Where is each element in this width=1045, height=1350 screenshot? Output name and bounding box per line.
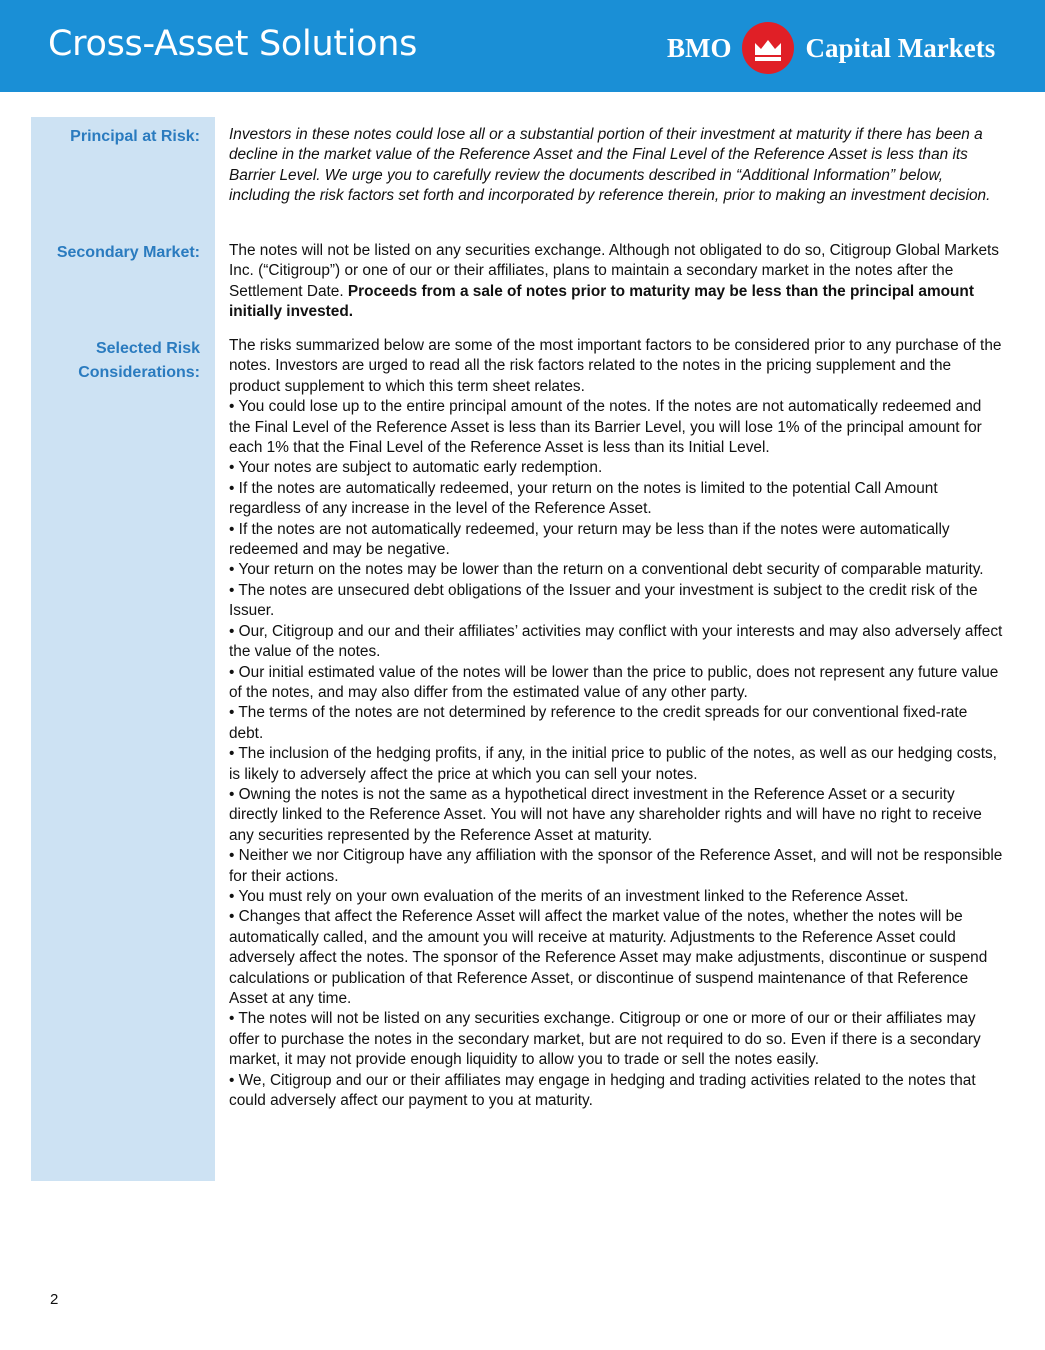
risk-item: • The notes will not be listed on any securities exchange. Citigroup or one or more of our or their affiliates may offer to purchase the notes in the secondary market, but are not required to do so. Even if there is a secondary market, it may not provide enough liquidity to allow you to trade or sell the notes easily. xyxy=(229,1010,981,1069)
risk-item: • You could lose up to the entire principal amount of the notes. If the notes are not automatically redeemed and the Final Level of the Reference Asset is less than its Barrier Level, you will lose 1% of the principal amount for each 1% that the Final Level of the Reference Asset is less than its Initial Level. xyxy=(229,398,982,457)
secondary-market-text xyxy=(229,241,1004,323)
risk-considerations-text xyxy=(229,336,1004,1111)
risk-item: • Neither we nor Citigroup have any affiliation with the sponsor of the Reference Asset, and will not be responsible for their actions. xyxy=(229,847,1003,885)
risk-item: • We, Citigroup and our or their affiliates may engage in hedging and trading activities related to the notes that could adversely affect our payment to you at maturity. xyxy=(229,1071,976,1110)
secondary-market-bold-note: Proceeds from a sale of notes prior to maturity may be less than the principal amount initially invested. xyxy=(229,282,974,321)
logo-bmo-text: BMO xyxy=(667,32,732,63)
risk-item: • If the notes are not automatically redeemed, your return may be less than if the notes were automatically redeemed and may be negative. xyxy=(229,520,950,559)
risk-item: • Owning the notes is not the same as a hypothetical direct investment in the Reference Asset or a security directly linked to the Reference Asset. You will not have any shareholder rights and will have no right to receive any securities represented by the Reference Asset at maturity. xyxy=(229,785,982,844)
page-header xyxy=(0,0,1045,92)
risk-label-line-2: Considerations: xyxy=(78,364,200,381)
risk-item: • The terms of the notes are not determined by reference to the credit spreads for our conventional fixed-rate debt. xyxy=(229,704,968,742)
risk-considerations-label xyxy=(25,337,200,385)
bmo-capital-markets-logo xyxy=(667,22,995,74)
secondary-market-body: The notes will not be listed on any securities exchange. Although not obligated to do so, Citigroup Global Markets Inc. (“Citigroup”) or one of our or their affiliates, plans to maintain a secondary market in the notes after the Settlement Date. xyxy=(229,242,999,300)
logo-capital-markets-text: Capital Markets xyxy=(805,32,996,63)
risk-item: • Your notes are subject to automatic early redemption. xyxy=(229,459,603,477)
risk-item: • Changes that affect the Reference Asset will affect the market value of the notes, whether the notes will be automatically called, and the amount you will receive at maturity. Adjustments to the Reference Asset could adversely affect the notes. The sponsor of the Reference Asset may make adjustments, discontinue or suspend calculations or publication of that Reference Asset, or discontinue of suspend maintenance of that Reference Asset at any time. xyxy=(229,908,988,1007)
header-title: Cross-Asset Solutions xyxy=(48,24,418,64)
risk-item: • The notes are unsecured debt obligations of the Issuer and your investment is subject to the credit risk of the Issuer. xyxy=(229,581,978,620)
risk-item: • Your return on the notes may be lower than the return on a conventional debt security of comparable maturity. xyxy=(229,561,984,579)
page-number: 2 xyxy=(50,1291,59,1308)
risk-item: • The inclusion of the hedging profits, if any, in the initial price to public of the notes, as well as our hedging costs, is likely to adversely affect the price at which you can sell your notes. xyxy=(229,745,997,783)
risk-label-line-1: Selected Risk xyxy=(95,340,200,357)
principal-at-risk-text: Investors in these notes could lose all or a substantial portion of their investment at maturity if there has been a decline in the market value of the Reference Asset and the Final Level of the Reference Asset is less than its Barrier Level. We urge you to carefully review the documents described in “Additional Information” below, including the risk factors set forth and incorporated by reference therein, prior to making an investment decision. xyxy=(229,126,991,205)
bmo-roundel-icon xyxy=(742,22,794,74)
secondary-market-label: Secondary Market: xyxy=(56,244,200,261)
risk-item: • Our initial estimated value of the notes will be lower than the price to public, does not represent any future value of the notes, and may also differ from the estimated value of any other party. xyxy=(229,663,999,701)
principal-at-risk-label: Principal at Risk: xyxy=(70,128,200,145)
label-sidebar xyxy=(31,117,215,1181)
risk-intro: The risks summarized below are some of the most important factors to be considered prior to any purchase of the notes. Investors are urged to read all the risk factors related to the notes in the pricing supplement and the product supplement to which this term sheet relates. xyxy=(229,337,1002,395)
risk-item: • If the notes are automatically redeemed, your return on the notes is limited to the potential Call Amount regardless of any increase in the level of the Reference Asset. xyxy=(229,479,938,518)
risk-item: • Our, Citigroup and our and their affiliates’ activities may conflict with your interests and may also adversely affect the value of the notes. xyxy=(229,622,1003,661)
risk-item: • You must rely on your own evaluation of the merits of an investment linked to the Reference Asset. xyxy=(229,887,909,905)
